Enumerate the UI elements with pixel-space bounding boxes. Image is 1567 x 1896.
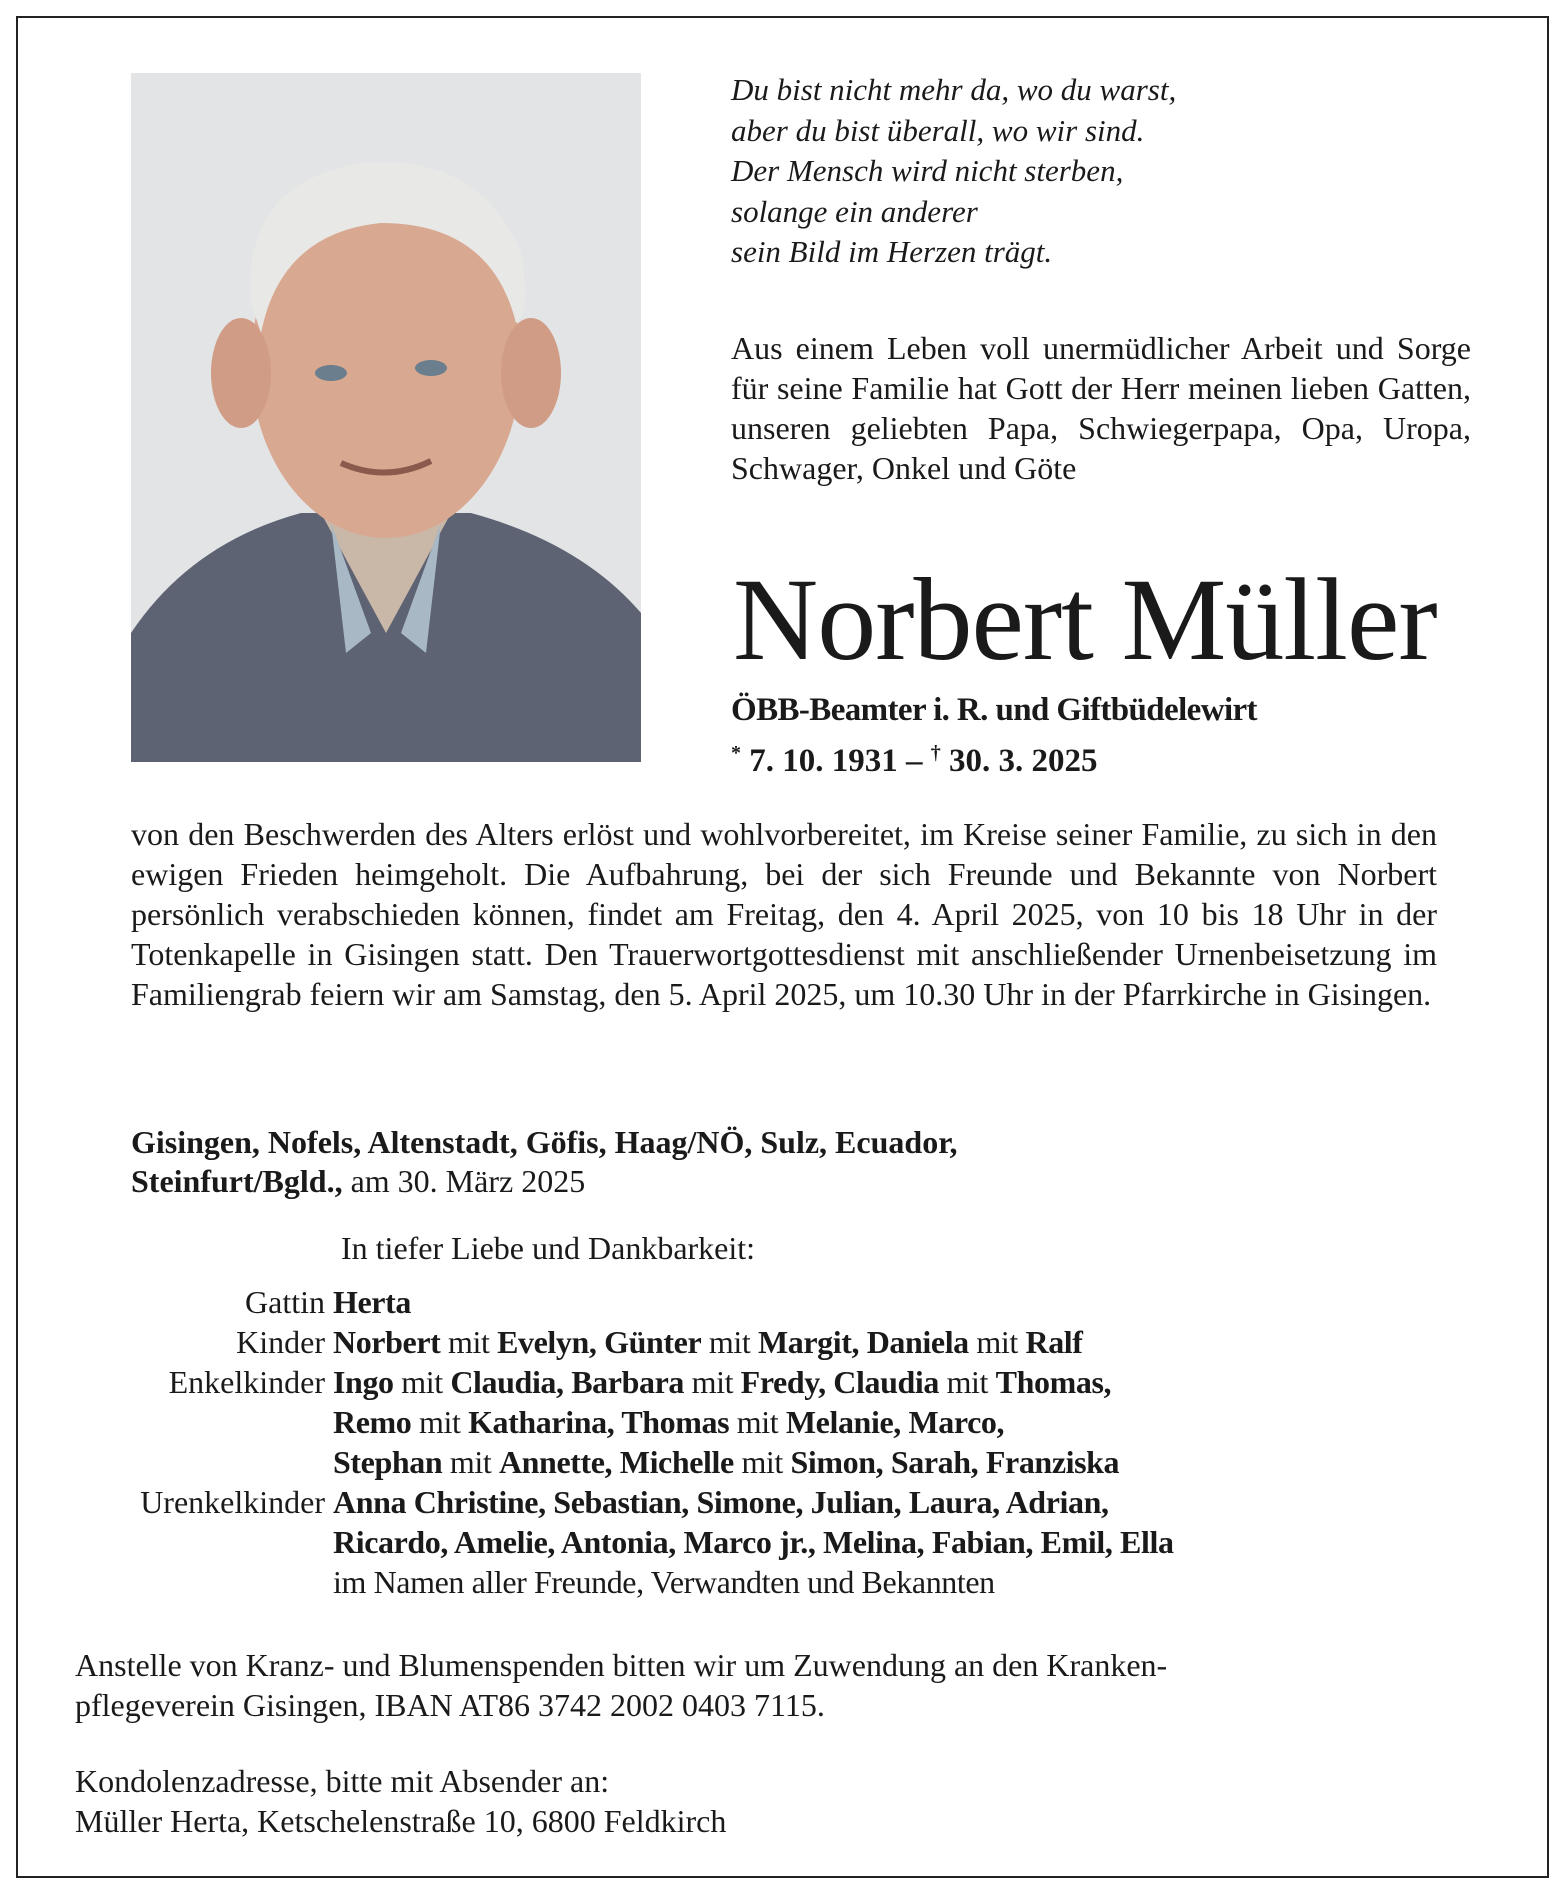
family-row — [0, 1402, 1174, 1442]
life-dates — [731, 733, 1098, 781]
condolence-line: Müller Herta, Ketschelenstraße 10, 6800 Feldkirch — [75, 1803, 727, 1839]
relation-label: Enkelkinder — [168, 1364, 325, 1400]
connector-text: mit — [968, 1324, 1026, 1360]
relatives-names — [333, 1362, 1111, 1402]
places-and-date — [131, 1123, 957, 1201]
portrait-photo — [131, 73, 641, 762]
relatives-names — [333, 1482, 1109, 1522]
quote-line: aber du bist überall, wo wir sind. — [731, 112, 1145, 148]
relative-name: Stephan — [333, 1444, 443, 1480]
relatives-names — [333, 1562, 995, 1602]
relative-name: Remo — [333, 1404, 412, 1440]
notice-date: am 30. März 2025 — [342, 1163, 586, 1199]
family-row — [0, 1562, 1174, 1602]
quote-line: Der Mensch wird nicht sterben, — [731, 153, 1124, 188]
relative-name: Melanie, Marco, — [785, 1404, 1005, 1440]
connector-text: mit — [440, 1324, 498, 1360]
relative-name: Norbert — [333, 1324, 441, 1360]
relative-name: Margit, Daniela — [757, 1324, 969, 1360]
death-symbol: † — [930, 742, 941, 764]
donation-notice — [75, 1645, 1495, 1725]
relative-name: Katharina, Thomas — [468, 1404, 730, 1440]
donation-line: Anstelle von Kranz- und Blumenspenden bitten wir um Zuwendung an den Kranken- — [75, 1647, 1168, 1683]
relation-label — [0, 1402, 333, 1442]
connector-text: mit — [683, 1364, 741, 1400]
condolence-line: Kondolenzadresse, bitte mit Absender an: — [75, 1763, 610, 1799]
relatives-names — [333, 1322, 1083, 1362]
relation-label: Gattin — [245, 1284, 325, 1320]
relative-name: Ralf — [1025, 1324, 1083, 1360]
family-row — [0, 1362, 1174, 1402]
relative-name: Simon, Sarah, Franziska — [790, 1444, 1120, 1480]
relative-name: Anna Christine, Sebastian, Simone, Julian, Laura, Adrian, — [333, 1484, 1109, 1520]
donation-line: pflegeverein Gisingen, IBAN AT86 3742 2002 0403 7115. — [75, 1687, 825, 1723]
connector-text: mit — [701, 1324, 758, 1360]
relation-label: Kinder — [236, 1324, 325, 1360]
relatives-names — [333, 1522, 1174, 1562]
family-list — [0, 1282, 1174, 1602]
memorial-quote — [731, 70, 1176, 273]
portrait-image — [131, 73, 641, 762]
date-dash: – — [906, 743, 923, 779]
relative-name: Annette, Michelle — [498, 1444, 734, 1480]
thanks-heading: In tiefer Liebe und Dankbarkeit: — [341, 1230, 756, 1266]
relative-name: Fredy, Claudia — [740, 1364, 939, 1400]
relative-name: Claudia, Barbara — [450, 1364, 684, 1400]
connector-text: mit — [729, 1404, 786, 1440]
death-date: 30. 3. 2025 — [949, 743, 1098, 779]
family-row — [0, 1482, 1174, 1522]
birth-symbol: * — [731, 742, 741, 764]
quote-line: sein Bild im Herzen trägt. — [731, 234, 1053, 269]
family-row — [0, 1522, 1174, 1562]
family-row — [0, 1282, 1174, 1322]
funeral-details-paragraph: von den Beschwerden des Alters erlöst und wohlvorbereitet, im Kreise seiner Familie, zu sich in den ewigen Frieden heimgeholt. Die Aufbahrung, bei der sich Freunde und Bekannte von Norbert persönlich verabschieden können, findet am Freitag, den 4. April 2025, von 10 bis 18 Uhr in der Totenkapelle in Gisingen statt. Den Trauerwortgottesdienst mit anschließender Urnenbeisetzung im Familiengrab feiern wir am Samstag, den 5. April 2025, um 10.30 Uhr in der Pfarrkirche in Gisingen. — [131, 816, 1437, 1012]
places-line: Gisingen, Nofels, Altenstadt, Göfis, Haag/NÖ, Sulz, Ecuador, — [131, 1124, 958, 1160]
relative-name: Ingo — [333, 1364, 394, 1400]
relative-name: Herta — [333, 1284, 411, 1320]
connector-text: mit — [442, 1444, 499, 1480]
quote-line: Du bist nicht mehr da, wo du warst, — [731, 72, 1177, 107]
places-line: Steinfurt/Bgld., — [131, 1163, 343, 1199]
relation-label — [0, 1522, 333, 1562]
connector-text: mit — [733, 1444, 791, 1480]
relatives-names — [333, 1402, 1004, 1442]
intro-paragraph: Aus einem Leben voll unermüdlicher Arbeit und Sorge für seine Familie hat Gott der Herr meinen lieben Gatten, unseren geliebten Papa, Schwiegerpapa, Opa, Uropa, Schwager, Onkel und Göte — [731, 330, 1471, 486]
connector-text: mit — [393, 1364, 451, 1400]
family-row — [0, 1442, 1174, 1482]
relatives-names — [333, 1442, 1119, 1482]
relation-label — [0, 1562, 333, 1602]
connector-text: mit — [938, 1364, 996, 1400]
connector-text: mit — [411, 1404, 469, 1440]
relative-name: Thomas, — [995, 1364, 1112, 1400]
quote-line: solange ein anderer — [731, 193, 978, 229]
connector-text: im Namen aller Freunde, Verwandten und Bekannten — [333, 1564, 995, 1600]
relative-name: Ricardo, Amelie, Antonia, Marco jr., Melina, Fabian, Emil, Ella — [333, 1524, 1174, 1560]
deceased-name: Norbert Müller — [733, 554, 1437, 685]
relatives-names — [333, 1282, 411, 1322]
birth-date: 7. 10. 1931 — [749, 743, 898, 779]
condolence-address — [75, 1761, 726, 1841]
relation-label: Urenkelkinder — [140, 1484, 325, 1520]
relation-label — [0, 1442, 333, 1482]
deceased-occupation: ÖBB-Beamter i. R. und Giftbüdelewirt — [731, 692, 1257, 728]
relative-name: Evelyn, Günter — [497, 1324, 702, 1360]
family-row — [0, 1322, 1174, 1362]
